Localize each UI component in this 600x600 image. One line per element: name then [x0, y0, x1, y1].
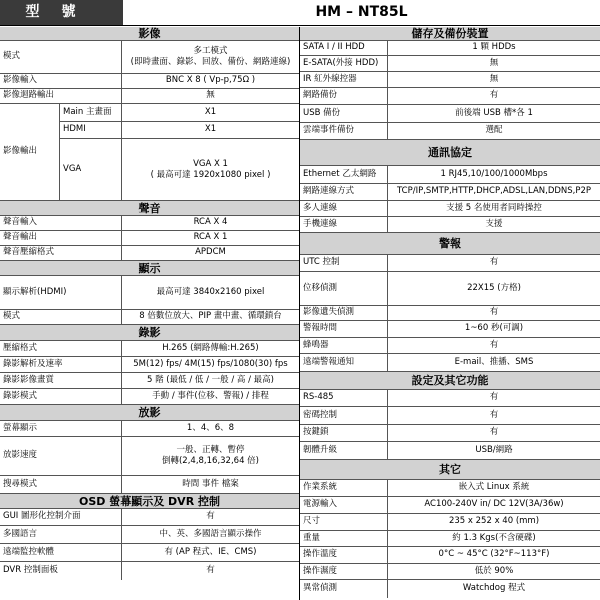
row-osd-lang: [0, 526, 299, 544]
label-utc: UTC 控制: [300, 255, 388, 271]
label-display-res: 顯示解析(HDMI): [0, 276, 122, 309]
value-playback-disp: 1、4、6、8: [186, 422, 235, 433]
row-osd-remote: [0, 544, 299, 562]
value-alarm-time: 1~60 秒(可調): [464, 323, 524, 334]
label-main: Main 主畫面: [60, 104, 122, 122]
row-temp: [300, 547, 600, 564]
label-playback-search: 搜尋模式: [0, 476, 122, 493]
section-settings: 設定及其它功能: [300, 372, 600, 390]
value-playback-search: 時間 事件 檔案: [182, 478, 239, 489]
row-multi: [300, 201, 600, 217]
value-audio-in: RCA X 4: [193, 217, 228, 228]
value-password: 有: [489, 409, 499, 420]
value-keylock: 有: [489, 427, 499, 438]
value-watchdog: Watchdog 程式: [462, 583, 526, 594]
label-loss: 影像遺失偵測: [300, 306, 388, 320]
value-ir: 無: [489, 73, 499, 84]
model-label: 型號: [0, 0, 123, 25]
value-video-loop: 無: [206, 90, 215, 101]
row-video-input: [0, 74, 299, 89]
label-audio-fmt: 聲音壓縮格式: [0, 246, 122, 260]
row-sata: [300, 41, 600, 56]
label-netbk: 網路備份: [300, 88, 388, 104]
value-display-mode: 8 倍數位放大、PIP 畫中畫、循環鎖台: [139, 311, 282, 322]
value-rs485: 有: [489, 392, 499, 403]
value-audio-fmt: APDCM: [195, 247, 226, 258]
row-ir: [300, 72, 600, 88]
label-os: 作業系統: [300, 480, 388, 496]
label-osd-remote: 遠端監控軟體: [0, 544, 122, 561]
row-alarm-time: [300, 321, 600, 338]
value-mobile: 支援: [485, 218, 503, 229]
value-notify: E-mail、推播、SMS: [454, 356, 534, 367]
row-osd-panel: [0, 562, 299, 580]
value-buzzer: 有: [489, 339, 499, 350]
label-watchdog: 異常偵測: [300, 580, 388, 598]
label-proto: 網路連線方式: [300, 184, 388, 200]
row-record-quality: [0, 373, 299, 389]
label-osd-lang: 多國語言: [0, 526, 122, 543]
section-storage: 儲存及備份裝置: [300, 27, 600, 41]
section-comm: 通訊協定: [300, 140, 600, 166]
row-weight: [300, 531, 600, 547]
value-proto: TCP/IP,SMTP,HTTP,DHCP,ADSL,LAN,DDNS,P2P: [396, 186, 592, 197]
label-esata: E-SATA(外接 HDD): [300, 56, 388, 71]
row-mobile: [300, 217, 600, 233]
row-audio-out: [0, 231, 299, 246]
label-video-output: 影像輸出: [0, 104, 60, 200]
section-alarm: 警報: [300, 233, 600, 255]
label-vga: VGA: [60, 139, 122, 201]
right-spec-column: [300, 27, 600, 600]
label-audio-out: 聲音輸出: [0, 231, 122, 245]
value-usb: 前後端 USB 槽*各 1: [455, 107, 533, 118]
row-record-fmt: [0, 341, 299, 357]
value-temp: 0°C ~ 45°C (32°F~113°F): [438, 549, 550, 560]
row-record-rate: [0, 357, 299, 373]
value-playback-speed: 一般、正轉、暫停 倒轉(2,4,8,16,32,64 倍): [161, 444, 260, 466]
value-sata: 1 顆 HDDs: [472, 42, 516, 53]
label-video-loop: 影像迴路輸出: [0, 89, 122, 103]
row-audio-fmt: [0, 246, 299, 261]
section-record: 錄影: [0, 325, 299, 341]
row-password: [300, 407, 600, 425]
row-usb: [300, 105, 600, 123]
label-video-mode: 模式: [0, 41, 122, 73]
section-video: 影像: [0, 27, 299, 41]
row-record-mode: [0, 389, 299, 405]
label-alarm-time: 警報時間: [300, 321, 388, 337]
value-humidity: 低於 90%: [474, 565, 514, 576]
header-bar: [0, 0, 600, 26]
row-playback-disp: [0, 421, 299, 437]
label-weight: 重量: [300, 531, 388, 546]
value-osd-gui: 有: [206, 511, 215, 522]
section-osd: OSD 螢幕顯示及 DVR 控制: [0, 494, 299, 509]
label-password: 密碼控制: [300, 407, 388, 424]
row-power: [300, 497, 600, 514]
value-osd-lang: 中、英、多國語言顯示操作: [159, 528, 262, 539]
row-firmware: [300, 442, 600, 460]
row-osd-gui: [0, 509, 299, 526]
section-playback: 放影: [0, 405, 299, 421]
row-size: [300, 514, 600, 531]
label-temp: 操作溫度: [300, 547, 388, 563]
left-spec-column: [0, 27, 300, 600]
row-buzzer: [300, 338, 600, 354]
row-netbk: [300, 88, 600, 105]
row-eth: [300, 166, 600, 184]
label-osd-panel: DVR 控制面板: [0, 562, 122, 580]
value-eth: 1 RJ45,10/100/1000Mbps: [440, 168, 548, 179]
row-video-loop: [0, 89, 299, 104]
section-audio: 聲音: [0, 201, 299, 216]
row-audio-in: [0, 216, 299, 231]
value-record-quality: 5 階 (最低 / 低 / 一般 / 高 / 最高): [146, 374, 274, 385]
row-playback-speed: [0, 437, 299, 476]
value-size: 235 x 252 x 40 (mm): [448, 516, 540, 527]
row-display-res: [0, 276, 299, 310]
row-esata: [300, 56, 600, 72]
value-osd-panel: 有: [206, 565, 215, 576]
value-esata: 無: [489, 57, 499, 68]
value-main: X1: [122, 104, 299, 122]
value-vga: VGA X 1 ( 最高可達 1920x1080 pixel ): [150, 158, 271, 180]
row-video-mode: [0, 41, 299, 74]
label-display-mode: 模式: [0, 310, 122, 324]
row-humidity: [300, 564, 600, 580]
value-utc: 有: [489, 257, 499, 268]
value-record-fmt: H.265 (網路傳輸:H.265): [162, 342, 259, 353]
value-video-mode: 多工模式 (即時畫面、錄影、回放、備份、網路連線): [130, 45, 291, 67]
label-humidity: 操作濕度: [300, 564, 388, 579]
label-ir: IR 紅外線控器: [300, 72, 388, 87]
value-record-rate: 5M(12) fps/ 4M(15) fps/1080(30) fps: [133, 358, 288, 369]
row-notify: [300, 354, 600, 372]
label-usb: USB 備份: [300, 105, 388, 122]
value-loss: 有: [489, 307, 499, 318]
label-record-quality: 錄影影像畫質: [0, 373, 122, 388]
label-mobile: 手機連線: [300, 217, 388, 232]
label-eth: Ethernet 乙太網路: [300, 166, 388, 183]
label-motion: 位移偵測: [300, 272, 388, 305]
value-hdmi: X1: [122, 122, 299, 139]
model-name: HM – NT85L: [315, 4, 408, 20]
label-hdmi: HDMI: [60, 122, 122, 139]
row-watchdog: [300, 580, 600, 598]
value-display-res: 最高可達 3840x2160 pixel: [156, 286, 265, 297]
row-rs485: [300, 390, 600, 407]
value-osd-remote: 有 (AP 程式、IE、CMS): [164, 546, 257, 557]
label-rs485: RS-485: [300, 390, 388, 406]
row-motion: [300, 272, 600, 306]
section-other: 其它: [300, 460, 600, 480]
section-display: 顯示: [0, 261, 299, 276]
label-multi: 多人連線: [300, 201, 388, 216]
label-sata: SATA I / II HDD: [300, 41, 388, 55]
value-video-input: BNC X 8 ( Vp-p,75Ω ): [165, 75, 256, 86]
label-audio-in: 聲音輸入: [0, 216, 122, 230]
value-cloud: 選配: [485, 125, 503, 136]
row-utc: [300, 255, 600, 272]
label-buzzer: 蜂鳴器: [300, 338, 388, 353]
value-motion: 22X15 (方格): [467, 282, 521, 293]
label-keylock: 按鍵鎖: [300, 425, 388, 441]
row-display-mode: [0, 310, 299, 325]
label-record-fmt: 壓縮格式: [0, 341, 122, 356]
label-playback-disp: 螢幕顯示: [0, 421, 122, 436]
value-firmware: USB/網路: [475, 444, 513, 455]
label-notify: 遠端警報通知: [300, 354, 388, 371]
row-playback-search: [0, 476, 299, 494]
value-netbk: 有: [489, 90, 499, 101]
value-weight: 約 1.3 Kgs(不含硬碟): [452, 532, 536, 543]
value-power: AC100-240V in/ DC 12V(3A/36w): [424, 499, 564, 510]
row-video-output: [0, 104, 299, 201]
label-record-mode: 錄影模式: [0, 389, 122, 404]
label-record-rate: 錄影解析及速率: [0, 357, 122, 372]
label-cloud: 雲端事件備份: [300, 123, 388, 139]
label-firmware: 韌體升級: [300, 442, 388, 459]
row-loss: [300, 306, 600, 321]
row-keylock: [300, 425, 600, 442]
label-playback-speed: 放影速度: [0, 437, 122, 475]
row-os: [300, 480, 600, 497]
value-audio-out: RCA X 1: [193, 232, 228, 243]
value-record-mode: 手動 / 事件(位移、警報) / 排程: [152, 390, 269, 401]
label-size: 尺寸: [300, 514, 388, 530]
value-os: 嵌入式 Linux 系統: [458, 482, 530, 493]
row-proto: [300, 184, 600, 201]
label-power: 電源輸入: [300, 497, 388, 513]
label-video-input: 影像輸入: [0, 74, 122, 88]
label-osd-gui: GUI 圖形化控制介面: [0, 509, 122, 525]
row-cloud: [300, 123, 600, 140]
value-multi: 支援 5 名使用者同時操控: [446, 202, 542, 213]
